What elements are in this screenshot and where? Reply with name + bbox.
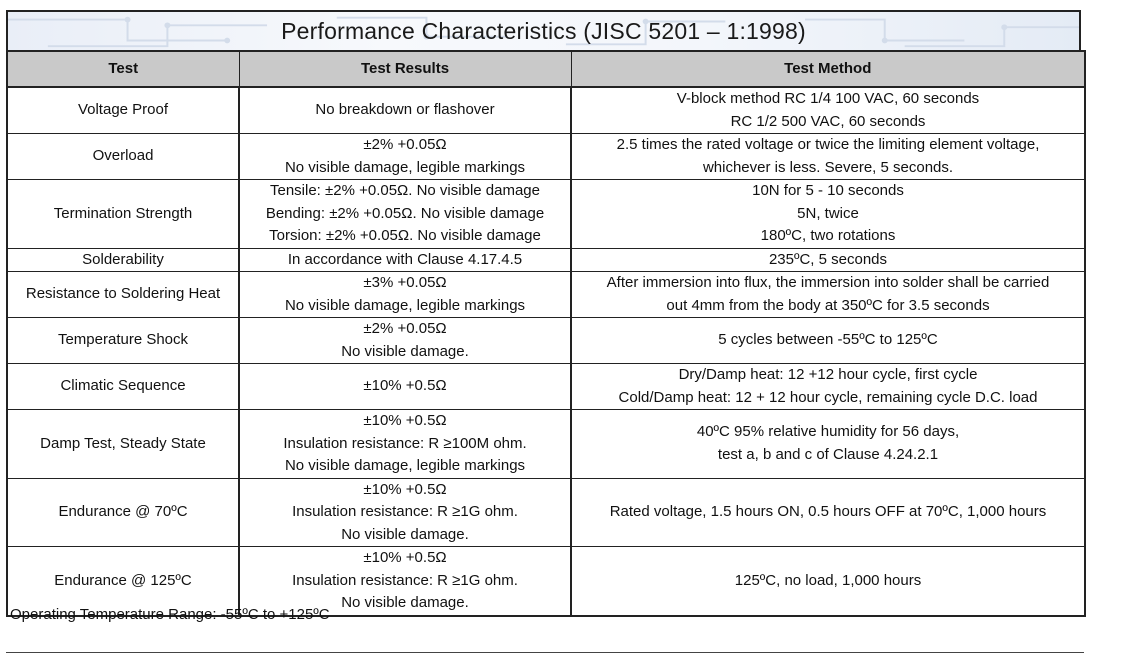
header-test: Test bbox=[7, 51, 239, 87]
cell-test-method bbox=[571, 318, 1085, 364]
table-row bbox=[7, 87, 1085, 134]
cell-test-results bbox=[239, 248, 571, 272]
cell-test: Resistance to Soldering Heat bbox=[7, 272, 239, 318]
cell-test-method bbox=[571, 248, 1085, 272]
cell-test-results bbox=[239, 180, 571, 249]
cell-test-results-line: ±2% +0.05Ω bbox=[363, 320, 447, 337]
cell-test: Solderability bbox=[7, 248, 239, 272]
cell-test-results-line: No visible damage. bbox=[341, 594, 469, 611]
table-row bbox=[7, 134, 1085, 180]
table-row bbox=[7, 272, 1085, 318]
cell-test-method-line: whichever is less. Severe, 5 seconds. bbox=[702, 158, 954, 176]
cell-test-method-line: 2.5 times the rated voltage or twice the limiting element voltage, bbox=[616, 136, 1040, 153]
cell-test: Climatic Sequence bbox=[7, 364, 239, 410]
table-header-row bbox=[7, 51, 1085, 87]
cell-test-results bbox=[239, 87, 571, 134]
header-test-results: Test Results bbox=[239, 51, 571, 87]
cell-test-method-line: 180ºC, two rotations bbox=[760, 227, 896, 244]
cell-test-method-line: Rated voltage, 1.5 hours ON, 0.5 hours OFF at 70ºC, 1,000 hours bbox=[609, 503, 1047, 520]
table-body bbox=[7, 87, 1085, 616]
cell-test-results bbox=[239, 272, 571, 318]
cell-test: Termination Strength bbox=[7, 180, 239, 249]
header-test-method: Test Method bbox=[571, 51, 1085, 87]
cell-test-results bbox=[239, 478, 571, 547]
table-row bbox=[7, 478, 1085, 547]
cell-test-method-line: 125ºC, no load, 1,000 hours bbox=[734, 571, 922, 589]
cell-test-results bbox=[239, 318, 571, 364]
cell-test-method-line: After immersion into flux, the immersion into solder shall be carried bbox=[606, 274, 1050, 291]
cell-test-method-line: V-block method RC 1/4 100 VAC, 60 seconds bbox=[676, 90, 980, 107]
cell-test-results-line: No visible damage, legible markings bbox=[284, 296, 526, 314]
cell-test-method-line: Cold/Damp heat: 12 + 12 hour cycle, remaining cycle D.C. load bbox=[618, 388, 1038, 406]
cell-test-results-line: ±10% +0.5Ω bbox=[363, 377, 447, 395]
cell-test-method-line: 10N for 5 - 10 seconds bbox=[752, 182, 904, 199]
cell-test-results-line: ±10% +0.5Ω bbox=[363, 412, 447, 429]
cell-test-method bbox=[571, 134, 1085, 180]
cell-test-results-line: ±10% +0.5Ω bbox=[363, 480, 447, 498]
cell-test-results-line: No breakdown or flashover bbox=[315, 101, 495, 119]
table-row bbox=[7, 248, 1085, 272]
cell-test-results-line: In accordance with Clause 4.17.4.5 bbox=[287, 250, 523, 268]
cell-test-method-line: 40ºC 95% relative humidity for 56 days, bbox=[696, 423, 960, 441]
cell-test-method bbox=[571, 272, 1085, 318]
cell-test-results-line: Insulation resistance: R ≥1G ohm. bbox=[292, 571, 518, 589]
cell-test-method bbox=[571, 478, 1085, 547]
operating-temperature-note: Operating Temperature Range: -55ºC to +125ºC bbox=[10, 606, 330, 623]
table-row bbox=[7, 180, 1085, 249]
cell-test-method bbox=[571, 364, 1085, 410]
table-row bbox=[7, 410, 1085, 479]
table-title-bar bbox=[6, 10, 1081, 50]
cell-test-method-line: test a, b and c of Clause 4.24.2.1 bbox=[717, 445, 939, 463]
cell-test: Endurance @ 125ºC bbox=[7, 547, 239, 616]
cell-test-method-line: Dry/Damp heat: 12 +12 hour cycle, first cycle bbox=[678, 366, 978, 383]
cell-test-method bbox=[571, 180, 1085, 249]
cell-test-results bbox=[239, 134, 571, 180]
cell-test-results-line: ±3% +0.05Ω bbox=[363, 274, 447, 291]
cell-test-method bbox=[571, 410, 1085, 479]
cell-test-results-line: Tensile: ±2% +0.05Ω. No visible damage bbox=[269, 182, 540, 199]
cell-test-results-line: Torsion: ±2% +0.05Ω. No visible damage bbox=[269, 227, 541, 244]
cell-test-results bbox=[239, 410, 571, 479]
cell-test-results bbox=[239, 364, 571, 410]
cell-test-results-line: No visible damage. bbox=[341, 525, 469, 543]
cell-test-results-line: ±2% +0.05Ω bbox=[363, 136, 447, 153]
cell-test-method-line: 5N, twice bbox=[797, 204, 859, 222]
table-row bbox=[7, 318, 1085, 364]
table-row bbox=[7, 364, 1085, 410]
cell-test: Temperature Shock bbox=[7, 318, 239, 364]
cell-test-method-line: out 4mm from the body at 350ºC for 3.5 seconds bbox=[666, 296, 990, 314]
cell-test-results-line: No visible damage. bbox=[341, 342, 469, 360]
cell-test-method-line: RC 1/2 500 VAC, 60 seconds bbox=[730, 112, 926, 130]
cell-test-method-line: 235ºC, 5 seconds bbox=[768, 250, 888, 268]
cell-test-results-line: Insulation resistance: R ≥1G ohm. bbox=[292, 503, 518, 520]
cell-test: Voltage Proof bbox=[7, 87, 239, 134]
cell-test-results-line: Bending: ±2% +0.05Ω. No visible damage bbox=[265, 204, 545, 222]
cell-test: Endurance @ 70ºC bbox=[7, 478, 239, 547]
cell-test-results-line: No visible damage, legible markings bbox=[284, 457, 526, 474]
cell-test-method bbox=[571, 87, 1085, 134]
bottom-divider bbox=[6, 652, 1084, 653]
performance-table bbox=[6, 50, 1086, 617]
cell-test-method-line: 5 cycles between -55ºC to 125ºC bbox=[718, 331, 938, 349]
cell-test: Damp Test, Steady State bbox=[7, 410, 239, 479]
cell-test-results-line: No visible damage, legible markings bbox=[284, 158, 526, 176]
cell-test: Overload bbox=[7, 134, 239, 180]
cell-test-results-line: Insulation resistance: R ≥100M ohm. bbox=[283, 434, 527, 452]
table-title: Performance Characteristics (JISC 5201 – 1:1998) bbox=[281, 17, 806, 44]
cell-test-method bbox=[571, 547, 1085, 616]
cell-test-results-line: ±10% +0.5Ω bbox=[363, 549, 447, 566]
